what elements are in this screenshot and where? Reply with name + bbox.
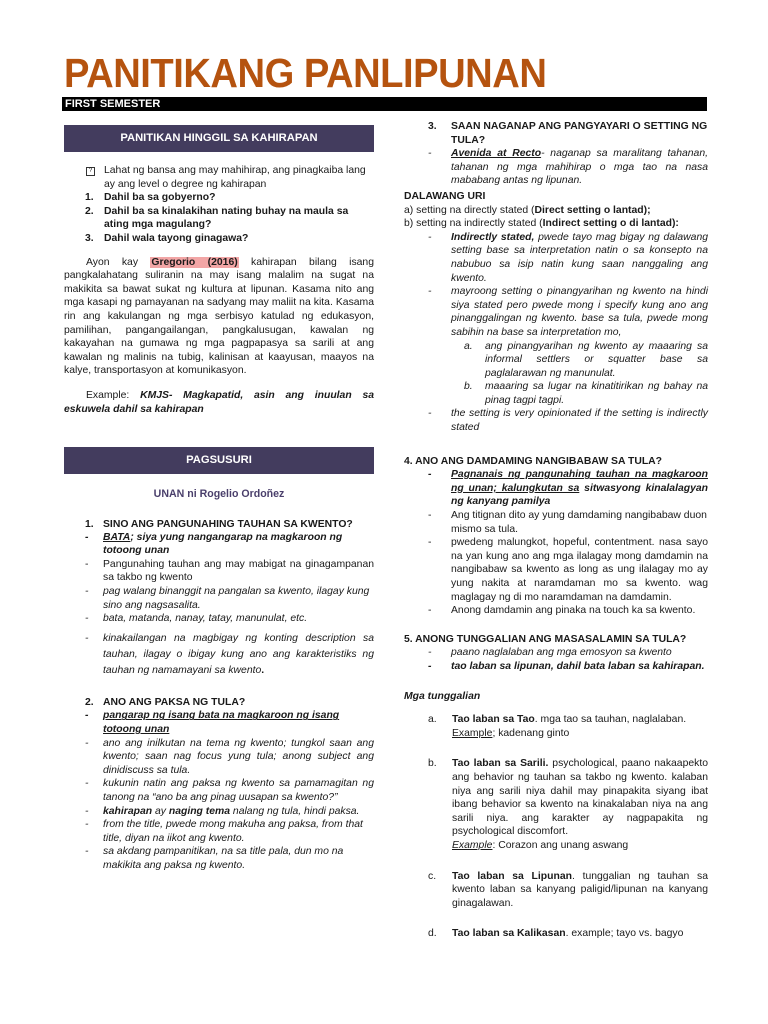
tunggalian-item: b. Tao laban sa Sarili. psychological, paano nakaapekto ang behavior ng tauhan sa takbo ng kwento. kalaban niya ang sarili niya dahil may pinapakita siyang ibat ibang behavior sa kwento na kinakalaban niya na ang sarili niya. ang karakter ay nagpapakita ng psychological discomfort. Example: Corazon ang unang aswang [428, 758, 708, 851]
tunggalian-item: a. Tao laban sa Tao. mga tao sa tauhan, naglalaban. Example; kadenang ginto [428, 714, 687, 739]
bullet-item: - pwedeng malungkot, hopeful, contentment. nasa sayo na yan kung ano ang mga ilalagay mong damdamin na nangibabaw sa kwento as long as ung ilalagay mo ay yung nakita at naramdaman mo sa kwento. wag maglagay ng di mo naramdaman na damdamin. [428, 537, 708, 603]
tunggalian-item: c. Tao laban sa Lipunan. tunggalian ng tauhan sa kwento laban sa kanyang paligid/lipunan na kanyang ginagalawan. [428, 870, 709, 909]
bullet-item: - from the title, pwede mong makuha ang paksa, from that title, diyan na iikot ang kwento. [85, 819, 363, 844]
bullet-item: - the setting is very opinionated if the setting is indirectly stated [428, 408, 708, 434]
left-column [64, 120, 374, 873]
q1-heading: 1. SINO ANG PANGUNAHING TAUHAN SA KWENTO? [85, 518, 353, 530]
setting-type-a: a) setting na directly stated (Direct setting o lantad); [404, 204, 651, 216]
bullet-item: - tao laban sa lipunan, dahil bata laban sa kahirapan. [428, 660, 705, 672]
example-paragraph: Example: KMJS- Magkapatid, asin ang inuulan sa eskuwela dahil sa kahirapan [64, 389, 374, 415]
sub-item: b. maaaring sa lugar na kinatitirikan ng bahay na pinag tagpi tagpi. [464, 381, 708, 406]
q2-bullets [64, 709, 374, 872]
setting-type-b: b) setting na indirectly stated (Indirect setting o di lantad): [404, 218, 679, 230]
question-item: 1. Dahil ba sa gobyerno? [85, 192, 216, 204]
section-banner-kahirapan: PANITIKAN HINGGIL SA KAHIRAPAN [64, 125, 374, 152]
bullet-item: - Anong damdamin ang pinaka na touch ka sa kwento. [428, 605, 696, 617]
bullet-item: - pangarap ng isang bata na magkaroon ng isang totoong unan [85, 710, 340, 736]
bullet-item: - ano ang inilkutan na tema ng kwento; tungkol saan ang kwento; saan nag focus yung tula; anong subject ang dinidiscuss sa tula. [85, 737, 374, 776]
q4-heading: 4. ANO ANG DAMDAMING NANGIBABAW SA TULA? [404, 455, 663, 467]
intro-bullet [64, 164, 374, 191]
bullet-item: - Ang titignan dito ay yung damdaming nangibabaw duon mismo sa tula. [428, 510, 707, 535]
dalawang-uri-heading: DALAWANG URI [404, 190, 486, 202]
q5-heading: 5. ANONG TUNGGALIAN ANG MASASALAMIN SA TULA? [404, 633, 687, 645]
bullet-item: - bata, matanda, nanay, tatay, manunulat, etc. [85, 613, 308, 625]
q4-bullets [404, 468, 708, 618]
bullet-item: - pag walang binanggit na pangalan sa kwento, ilagay kung sino ang nagsasalita. [85, 586, 370, 611]
bullet-item: - Pangunahing tauhan ang may mabigat na ginagampanan sa takbo ng kwento [85, 558, 374, 584]
q3-heading: 3. SAAN NAGANAP ANG PANGYAYARI O SETTING NG TULA? [428, 121, 708, 146]
q2-heading: 2. ANO ANG PAKSA NG TULA? [85, 696, 246, 708]
definition-paragraph: Ayon kay Gregorio (2016) kahirapan bilang isang pangkalahatang suliranin na may isang malalim na sugat na makikita sa bawat sukat ng kultura at lipunan. Kasama nito ang mga kasapi ng pamayanan na sadyang may maliit na kita. Kasama rin ang kakulangan ng mga serbisyo katulad ng edukasyon, pamilihan, pangangailangan, pangkalusugan, kawalan ng kakayahan na gumawa ng mga pagpapasya sa sarili at ang kawalan ng malinis na tubig, kalinisan at kaayusan, maayos na kalye, transportasyon at komunikasyon. [64, 256, 374, 377]
bullet-item: - kukunin natin ang paksa ng kwento sa pamamagitan ng tanong na “ano ba ang pinag uusapan sa kwento?” [85, 778, 374, 803]
tunggalian-item: d. Tao laban sa Kalikasan. example; tayo vs. bagyo [428, 928, 684, 940]
bullet-item: - mayroong setting o pinangyarihan ng kwento na hindi siya stated pero pwede mong i specify kung ano ang pinanggalingan ng kwento. base sa tula, pwede mong sabihin na base sa interpretation mo, [428, 286, 708, 338]
checkbox-icon: ? [86, 167, 95, 176]
highlighted-citation: Gregorio (2016) [151, 256, 238, 268]
right-column [404, 120, 708, 941]
bullet-item: - kinakailangan na magbigay ng konting description sa tauhan, ilagay o ibigay kung ano ang karakteristiks ng tauhan ng namamayani sa kwento. [85, 632, 374, 676]
document-title: PANITIKANG PANLIPUNAN [64, 50, 547, 96]
q3-bullet: - Avenida at Recto- naganap sa maralitang tahanan, tahanan ng mga mahihirap o mga tao na nasa mababang antas ng lipunan. [428, 148, 708, 187]
semester-bar [62, 97, 707, 111]
sub-item: a. ang pinangyarihan ng kwento ay maaaring sa informal settlers or squatter base sa paglalarawan ng manunulat. [464, 340, 708, 379]
q5-bullets [404, 646, 708, 673]
semester-label: FIRST SEMESTER [65, 98, 161, 110]
bullet-item: - Indirectly stated, pwede tayo mag bigay ng dalawang setting base sa interpretation natin o sa konsepto na nabubuo sa isip natin kung saan nanggaling ang kwento. [428, 231, 708, 284]
bullet-item: - kahirapan ay naging tema nalang ng tula, hindi paksa. [85, 805, 360, 817]
bullet-item: - BATA; siya yung nangangarap na magkaroon ng totoong unan [85, 531, 343, 557]
bullet-item: - Pagnanais ng pangunahing tauhan na magkaroon ng unan; kalungkutan sa sitwasyong kinalalagyan ng kanyang pamilya [428, 469, 708, 508]
tunggalian-list [404, 713, 708, 941]
question-item: 2. Dahil ba sa kinalakihan nating buhay na maula sa ating mga magulang? [85, 205, 349, 231]
mga-tunggalian-heading: Mga tunggalian [404, 690, 481, 702]
indirect-bullets [404, 231, 708, 435]
intro-bullet-text: Lahat ng bansa ang may mahihirap, ang pinagkaiba lang ay ang level o degree ng kahirapan [104, 165, 366, 190]
bullet-item: - paano naglalaban ang mga emosyon sa kwento [428, 647, 672, 659]
q1-bullets [64, 531, 374, 679]
section-banner-pagsusuri: PAGSUSURI [64, 447, 374, 474]
question-item: 3. Dahil wala tayong ginagawa? [85, 232, 249, 244]
question-list [64, 191, 374, 245]
story-subtitle: UNAN ni Rogelio Ordoñez [153, 488, 285, 501]
bullet-item: - sa akdang pampanitikan, na sa title pala, dun mo na makikita ang paksa ng kwento. [85, 846, 344, 871]
